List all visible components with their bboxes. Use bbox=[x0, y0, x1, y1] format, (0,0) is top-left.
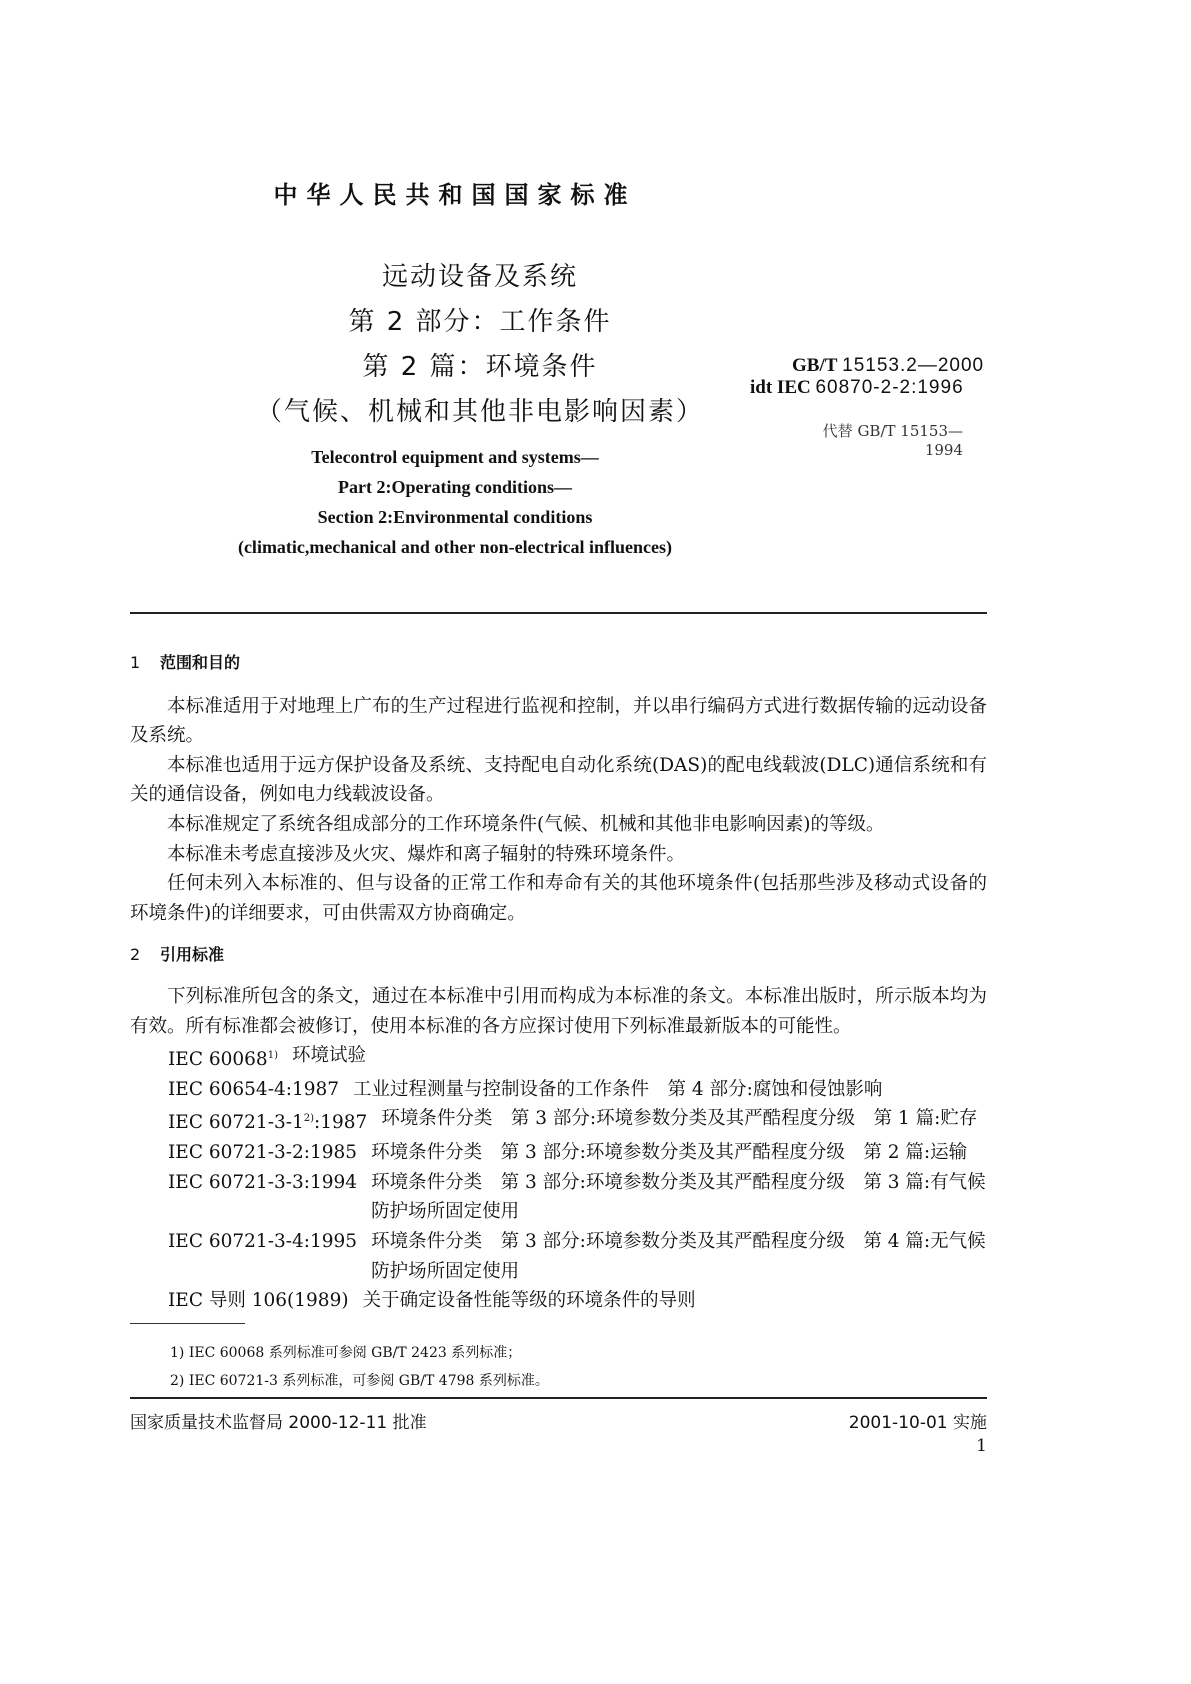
section-number: 2 bbox=[130, 945, 141, 965]
footnote: 1) IEC 60068 系列标准可参阅 GB/T 2423 系列标准； bbox=[170, 1345, 522, 1361]
section-heading bbox=[130, 940, 987, 970]
code-number: 15153.2—2000 bbox=[842, 355, 985, 376]
title-en-line: Telecontrol equipment and systems— bbox=[311, 447, 599, 467]
page-number: 1 bbox=[976, 1436, 987, 1456]
code-prefix: GB/T bbox=[792, 355, 838, 376]
ref-title: 环境条件分类 第 3 部分:环境参数分类及其严酷程度分级 第 1 篇:贮存 bbox=[381, 1108, 978, 1130]
reference-item bbox=[130, 1138, 987, 1168]
approval-date: 国家质量技术监督局 2000-12-11 批准 bbox=[130, 1413, 427, 1433]
reference-item bbox=[130, 1227, 987, 1286]
national-standard-header: 中华人民共和国国家标准 bbox=[273, 181, 637, 209]
title-zh-line: 第 2 篇：环境条件 bbox=[362, 352, 598, 382]
ref-year: :1987 bbox=[314, 1112, 368, 1134]
title-divider bbox=[130, 612, 987, 614]
title-zh-line: 第 2 部分：工作条件 bbox=[348, 307, 612, 337]
paragraph: 任何未列入本标准的、但与设备的正常工作和寿命有关的其他环境条件(包括那些涉及移动式设备的环境条件)的详细要求，可由供需双方协商确定。 bbox=[130, 873, 987, 924]
ref-title: 环境条件分类 第 3 部分:环境参数分类及其严酷程度分级 第 3 篇:有气候防护场所固定使用 bbox=[371, 1171, 986, 1223]
reference-item bbox=[130, 1104, 987, 1138]
section-heading bbox=[130, 648, 987, 678]
footnote: 2) IEC 60721-3 系列标准，可参阅 GB/T 4798 系列标准。 bbox=[170, 1373, 549, 1389]
title-zh-line: （气候、机械和其他非电影响因素） bbox=[255, 397, 704, 427]
ref-id: IEC 60721-3-4:1995 bbox=[168, 1231, 358, 1252]
title-en-line: Section 2:Environmental conditions bbox=[317, 507, 593, 527]
paragraph: 本标准适用于对地理上广布的生产过程进行监视和控制，并以串行编码方式进行数据传输的远动设备及系统。 bbox=[130, 695, 987, 747]
ref-title: 关于确定设备性能等级的环境条件的导则 bbox=[362, 1290, 696, 1312]
title-zh-line: 远动设备及系统 bbox=[381, 262, 578, 292]
effective-date: 2001-10-01 实施 bbox=[848, 1413, 987, 1433]
ref-title: 工业过程测量与控制设备的工作条件 第 4 部分:腐蚀和侵蚀影响 bbox=[353, 1078, 883, 1100]
standard-code bbox=[792, 355, 984, 377]
title-en-line: Part 2:Operating conditions— bbox=[338, 477, 572, 497]
footnote-marker[interactable]: 2) bbox=[303, 1113, 315, 1125]
reference-item bbox=[130, 1286, 987, 1316]
ref-title: 环境条件分类 第 3 部分:环境参数分类及其严酷程度分级 第 4 篇:无气候防护场所固定使用 bbox=[371, 1231, 986, 1282]
footnote-marker[interactable]: 1) bbox=[267, 1050, 278, 1062]
ref-id: IEC 60654-4:1987 bbox=[168, 1078, 340, 1100]
document-body bbox=[130, 648, 987, 1316]
footnote-divider bbox=[130, 1323, 245, 1324]
reference-item bbox=[130, 1075, 987, 1105]
ref-id: IEC 60721-3-2:1985 bbox=[168, 1142, 358, 1164]
title-en-line: (climatic,mechanical and other non-electrical influences) bbox=[237, 537, 673, 557]
ref-id: IEC 60721-3-3:1994 bbox=[168, 1171, 358, 1193]
ref-id: IEC 导则 106(1989) bbox=[168, 1290, 349, 1312]
section-title: 范围和目的 bbox=[160, 653, 241, 672]
ref-id: IEC 60068 bbox=[168, 1049, 268, 1071]
replaces-standard: 代替 GB/T 15153—1994 bbox=[822, 422, 963, 459]
ref-title: 环境条件分类 第 3 部分:环境参数分类及其严酷程度分级 第 2 篇:运输 bbox=[371, 1142, 968, 1164]
idt-number: 60870-2-2:1996 bbox=[815, 377, 964, 398]
idt-prefix: idt IEC bbox=[750, 377, 811, 398]
ref-title: 环境试验 bbox=[291, 1045, 366, 1067]
idt-code bbox=[750, 377, 964, 399]
paragraph: 本标准规定了系统各组成部分的工作环境条件(气候、机械和其他非电影响因素)的等级。 bbox=[167, 813, 885, 835]
paragraph: 本标准未考虑直接涉及火灾、爆炸和离子辐射的特殊环境条件。 bbox=[167, 843, 686, 865]
paragraph: 下列标准所包含的条文，通过在本标准中引用而构成为本标准的条文。本标准出版时，所示版本均为有效。所有标准都会被修订，使用本标准的各方应探讨使用下列标准最新版本的可能性。 bbox=[130, 985, 987, 1037]
reference-item bbox=[130, 1168, 987, 1227]
ref-id: IEC 60721-3-1 bbox=[168, 1112, 304, 1134]
paragraph: 本标准也适用于远方保护设备及系统、支持配电自动化系统(DAS)的配电线载波(DLC)通信系统和有关的通信设备，例如电力线载波设备。 bbox=[130, 754, 987, 806]
section-number: 1 bbox=[130, 653, 141, 672]
reference-item bbox=[130, 1041, 987, 1075]
section-title: 引用标准 bbox=[160, 945, 225, 965]
footer-divider bbox=[130, 1397, 987, 1399]
